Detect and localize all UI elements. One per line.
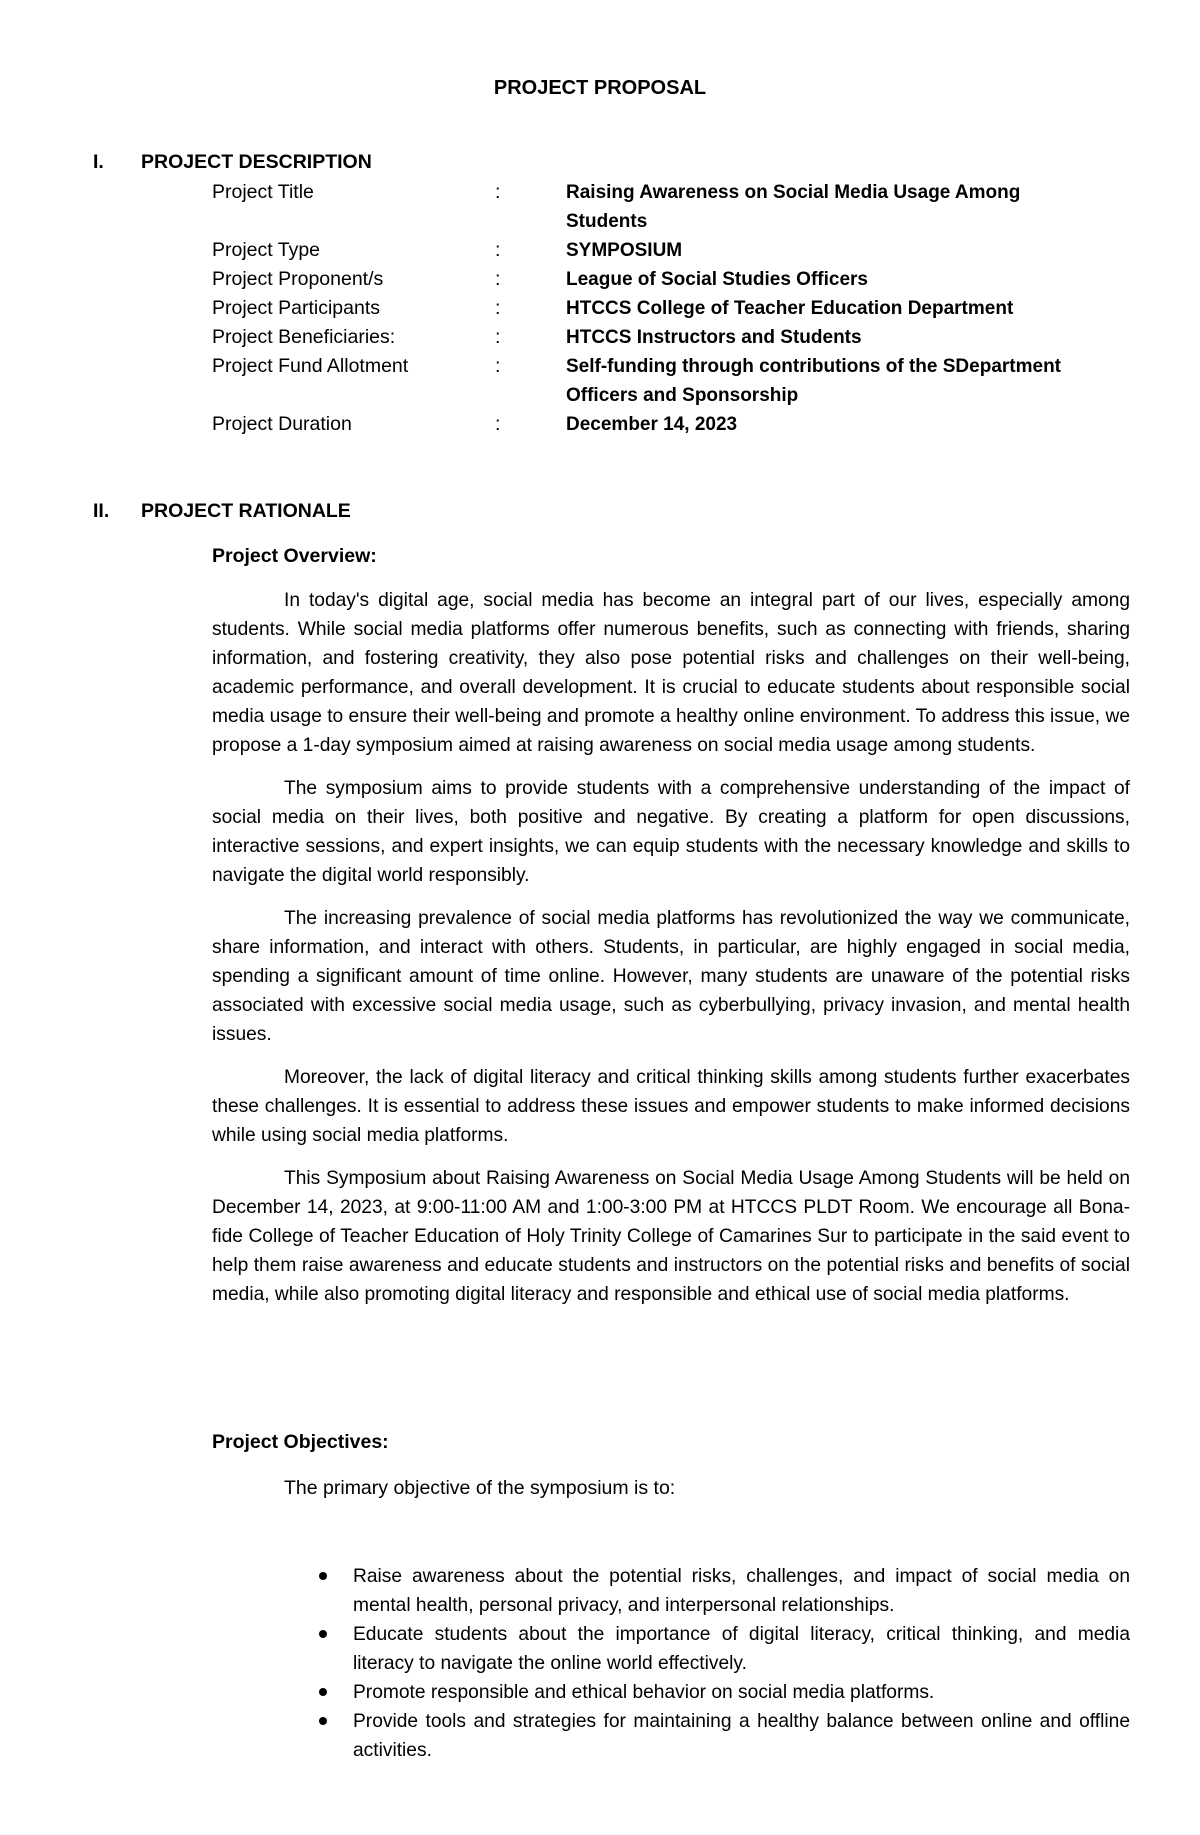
objective-item [284,1620,1130,1678]
row-value: SYMPOSIUM [566,240,683,261]
overview-paragraph: This Symposium about Raising Awareness on Social Media Usage Among Students will be held on December 14, 2023, at 9:00-11:00 AM and 1:00-3:00 PM at HTCCS PLDT Room. We encourage all Bona-fide College of Teacher Education of Holy Trinity College of Camarines Sur to participate in the said event to help them raise awareness and educate students and instructors on the potential risks and benefits of social media, while also promoting digital literacy and responsible and ethical use of social media platforms. [212,1168,1130,1305]
row-value: League of Social Studies Officers [566,269,868,290]
row-project-type [212,236,1132,265]
row-value: Raising Awareness on Social Media Usage Among Students [566,182,1021,232]
row-value: December 14, 2023 [566,414,738,435]
section-2-number: II. [93,500,110,522]
bullet-icon [319,1717,327,1725]
bullet-icon [319,1630,327,1638]
objectives-list [284,1562,1130,1765]
row-label: Project Proponent/s [212,268,384,290]
objective-text: Educate students about the importance of digital literacy, critical thinking, and media literacy to navigate the online world effectively. [353,1624,1130,1674]
row-label: Project Duration [212,413,352,435]
row-label: Project Participants [212,297,380,319]
row-colon: : [495,181,501,203]
row-value: HTCCS College of Teacher Education Department [566,298,1014,319]
row-colon: : [495,239,501,261]
section-2-title: PROJECT RATIONALE [141,500,351,522]
overview-body [212,586,1130,1323]
overview-paragraph: In today's digital age, social media has become an integral part of our lives, especially among students. While social media platforms offer numerous benefits, such as connecting with friends, sharing information, and fostering creativity, they also pose potential risks and challenges on their well-being, academic performance, and overall development. It is crucial to educate students about responsible social media usage to ensure their well-being and promote a healthy online environment. To address this issue, we propose a 1-day symposium aimed at raising awareness on social media usage among students. [212,590,1130,756]
objective-text: Raise awareness about the potential risks, challenges, and impact of social media on mental health, personal privacy, and interpersonal relationships. [353,1566,1130,1616]
overview-paragraph: The increasing prevalence of social media platforms has revolutionized the way we communicate, share information, and interact with others. Students, in particular, are highly engaged in social media, spending a significant amount of time online. However, many students are unaware of the potential risks associated with excessive social media usage, such as cyberbullying, privacy invasion, and mental health issues. [212,908,1130,1045]
project-description-table [212,178,1132,439]
section-1-number: I. [93,151,104,173]
row-colon: : [495,268,501,290]
overview-paragraph: Moreover, the lack of digital literacy and critical thinking skills among students further exacerbates these challenges. It is essential to address these issues and empower students to make informed decisions while using social media platforms. [212,1067,1130,1146]
row-project-fund-allotment [212,352,1132,410]
row-value: Self-funding through contributions of the SDepartment Officers and Sponsorship [566,356,1062,406]
objective-item [284,1678,1130,1707]
row-value: HTCCS Instructors and Students [566,327,862,348]
row-label: Project Title [212,181,314,203]
objective-item [284,1707,1130,1765]
row-label: Project Beneficiaries: [212,326,396,348]
row-colon: : [495,326,501,348]
bullet-icon [319,1688,327,1696]
objective-text: Promote responsible and ethical behavior on social media platforms. [353,1682,935,1703]
overview-heading: Project Overview: [212,545,377,567]
objective-item [284,1562,1130,1620]
row-label: Project Type [212,239,321,261]
row-colon: : [495,297,501,319]
objective-text: Provide tools and strategies for maintaining a healthy balance between online and offline activities. [353,1711,1130,1761]
row-project-participants [212,294,1132,323]
document-title: PROJECT PROPOSAL [493,77,707,99]
row-colon: : [495,355,501,377]
row-label: Project Fund Allotment [212,355,409,377]
row-project-duration [212,410,1132,439]
overview-paragraph: The symposium aims to provide students with a comprehensive understanding of the impact of social media on their lives, both positive and negative. By creating a platform for open discussions, interactive sessions, and expert insights, we can equip students with the necessary knowledge and skills to navigate the digital world responsibly. [212,778,1130,886]
row-colon: : [495,413,501,435]
section-1-title: PROJECT DESCRIPTION [141,151,372,173]
objectives-heading: Project Objectives: [212,1431,389,1453]
row-project-beneficiaries [212,323,1132,352]
row-project-proponent [212,265,1132,294]
bullet-icon [319,1572,327,1580]
row-project-title [212,178,1132,236]
objectives-intro: The primary objective of the symposium is to: [284,1477,676,1499]
